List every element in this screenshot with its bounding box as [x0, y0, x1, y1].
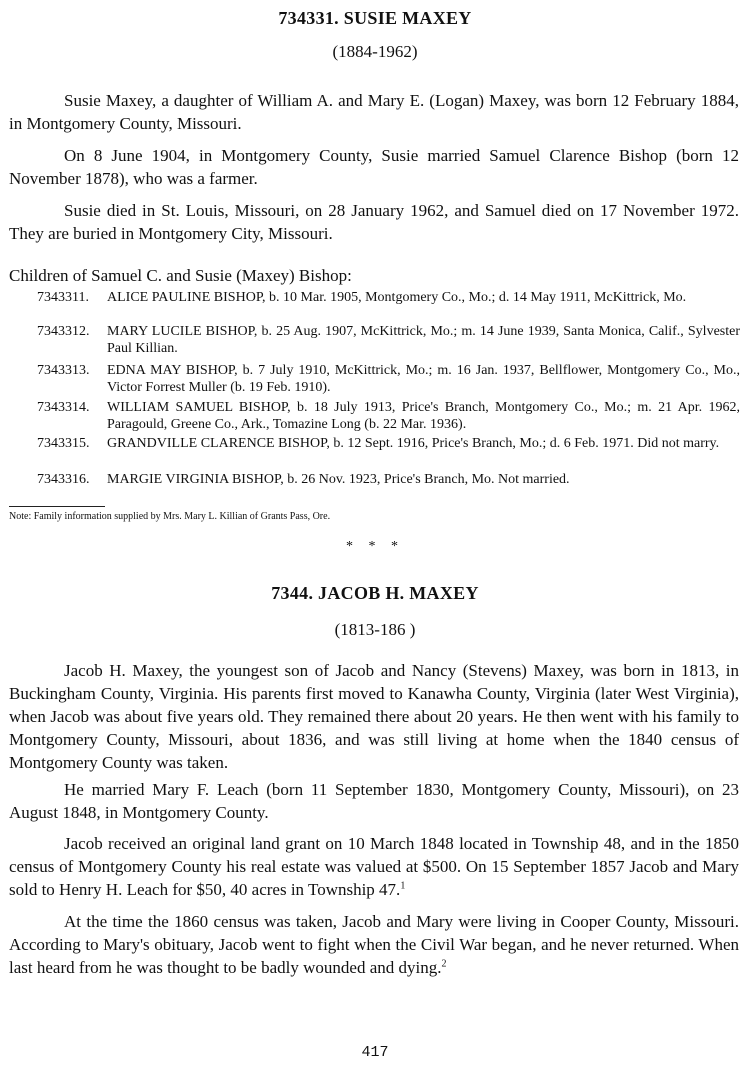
child-number: 7343312. [37, 324, 90, 339]
paragraph-text: He married Mary F. Leach (born 11 September 1830, Montgomery County, Missouri), on 23 August 1848, in Montgomery County. [9, 780, 739, 822]
child-text: EDNA MAY BISHOP, b. 7 July 1910, McKittrick, Mo.; m. 16 Jan. 1937, Bellflower, Montgomery Co., Mo., Victor Forrest Muller (b. 19 Feb. 1910). [107, 363, 740, 395]
child-number: 7343315. [37, 436, 90, 451]
child-number: 7343314. [37, 400, 90, 415]
child-text: GRANDVILLE CLARENCE BISHOP, b. 12 Sept. 1916, Price's Branch, Mo.; d. 6 Feb. 1971. Did not marry. [107, 436, 720, 451]
section-heading-jacob-maxey: 7344. JACOB H. MAXEY [271, 583, 479, 603]
section-heading-susie-maxey: 734331. SUSIE MAXEY [278, 8, 472, 28]
paragraph [9, 778, 739, 824]
child-text: WILLIAM SAMUEL BISHOP, b. 18 July 1913, Price's Branch, Montgomery Co., Mo.; m. 21 Apr. 1962, Paragould, Greene Co., Ark., Tomazine Long (b. 22 Mar. 1936). [107, 400, 740, 432]
child-text: MARY LUCILE BISHOP, b. 25 Aug. 1907, McKittrick, Mo.; m. 14 June 1939, Santa Monica, Calif., Sylvester Paul Killian. [107, 324, 740, 356]
paragraph: Susie Maxey, a daughter of William A. and Mary E. (Logan) Maxey, was born 12 February 1884, in Montgomery County, Missouri. [9, 91, 739, 133]
section-separator: * * * [346, 539, 404, 554]
footnote-marker: 1 [400, 880, 406, 892]
section-dates-susie-maxey: (1884-1962) [332, 42, 418, 61]
section-dates-jacob-maxey: (1813-186 ) [334, 620, 416, 639]
child-number: 7343316. [37, 472, 90, 487]
child-text: ALICE PAULINE BISHOP, b. 10 Mar. 1905, Montgomery Co., Mo.; d. 14 May 1911, McKittrick, Mo. [107, 290, 687, 305]
paragraph [9, 659, 739, 774]
footnote-note: Note: Family information supplied by Mrs. Mary L. Killian of Grants Pass, Ore. [9, 511, 331, 522]
child-entry [37, 471, 740, 488]
child-number: 7343311. [37, 290, 89, 305]
page-number: 417 [361, 1044, 389, 1061]
paragraph: On 8 June 1904, in Montgomery County, Susie married Samuel Clarence Bishop (born 12 November 1878), who was a farmer. [9, 146, 739, 188]
footnote-marker: 2 [441, 958, 447, 970]
paragraph-text: Jacob H. Maxey, the youngest son of Jacob and Nancy (Stevens) Maxey, was born in 1813, in Buckingham County, Virginia. His parents first moved to Kanawha County, Virginia (later West Virginia), when Jacob was about five years old. They remained there about 20 years. He then went with his family to Montgomery County, Missouri, about 1836, and was still living at home when the 1840 census of Montgomery County was taken. [9, 661, 739, 772]
paragraph: Susie died in St. Louis, Missouri, on 28 January 1962, and Samuel died on 17 November 1972. They are buried in Montgomery City, Missouri. [9, 201, 739, 243]
paragraph-text: Jacob received an original land grant on 10 March 1848 located in Township 48, and in the 1850 census of Montgomery County his real estate was valued at $500. On 15 September 1857 Jacob and Mary sold to Henry H. Leach for $50, 40 acres in Township 47. [9, 834, 739, 899]
child-text: MARGIE VIRGINIA BISHOP, b. 26 Nov. 1923, Price's Branch, Mo. Not married. [107, 472, 570, 487]
child-entry [37, 435, 740, 452]
child-number: 7343313. [37, 363, 90, 378]
child-entry [37, 323, 740, 357]
child-entry [37, 289, 740, 306]
footnote-rule [9, 506, 105, 507]
children-heading: Children of Samuel C. and Susie (Maxey) Bishop: [9, 266, 352, 285]
paragraph [9, 832, 739, 901]
paragraph [9, 910, 739, 979]
child-entry [37, 362, 740, 396]
child-entry [37, 399, 740, 433]
paragraph-text: At the time the 1860 census was taken, Jacob and Mary were living in Cooper County, Missouri. According to Mary's obituary, Jacob went to fight when the Civil War began, and he never returned. When last heard from he was thought to be badly wounded and dying. [9, 912, 739, 977]
